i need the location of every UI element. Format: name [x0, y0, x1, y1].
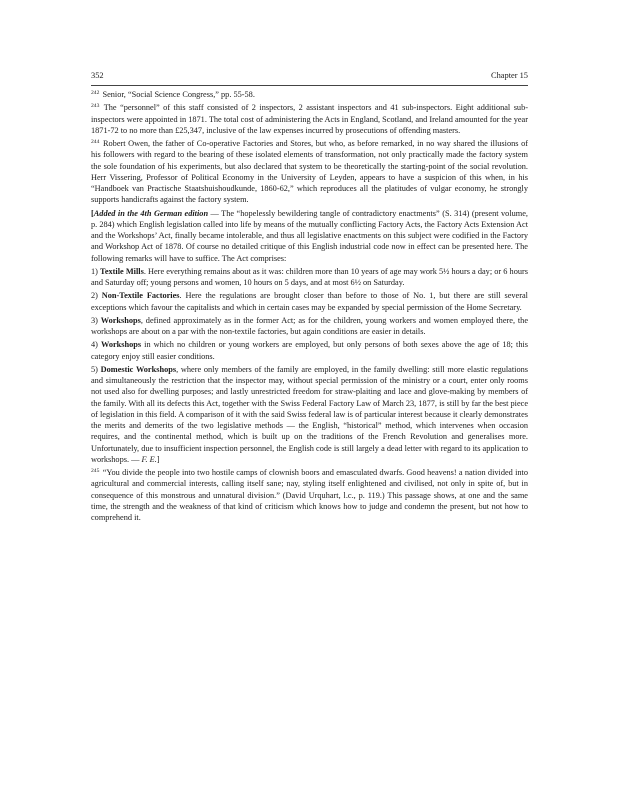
- footnote-text: The “personnel” of this staff consisted of 2 inspectors, 2 assistant inspectors and 41 sub-inspectors. Eight additional sub-inspectors were appointed in 1871. The total cost of administering the Acts in England, Scotland, and Ireland amounted for the year 1871-72 to no more than £25,347, inclusive of the law expenses incurred by prosecutions of offending masters.: [91, 103, 528, 135]
- added-label: Added in the 4th German edition: [93, 208, 209, 218]
- item-term: Textile Mills: [100, 266, 144, 276]
- footnote-243: [91, 102, 528, 136]
- signature: F. E.: [141, 454, 157, 464]
- open-bracket: [: [91, 208, 94, 218]
- item-term: Workshops: [100, 315, 141, 325]
- footnote-text: “You divide the people into two hostile camps of clownish boors and emasculated dwarfs. Good heavens! a nation divided into agricultural and commercial interests, calling itself sane; nay, styling itself enlightened and civilised, not only in spite of, but in consequence of this monstrous and unnatural division.” (David Urquhart, l.c., p. 119.) This passage shows, at one and the same time, the strength and the weakness of that kind of criticism which knows how to judge and condemn the present, but not how to comprehend it.: [91, 468, 528, 522]
- item-number: 4): [91, 340, 98, 350]
- footnote-245: [91, 467, 528, 523]
- page-header: [91, 70, 528, 85]
- page: [91, 70, 528, 525]
- item-number: 1): [91, 266, 98, 276]
- act-item-5: [91, 364, 528, 465]
- chapter-title: Chapter 15: [491, 71, 528, 80]
- footnote-244: [91, 138, 528, 206]
- footnote-number: 245: [91, 468, 100, 474]
- note-intro-text: — The “hopelessly bewildering tangle of contradictory enactments” (S. 314) (present volume, p. 284) which English legislation called into life by means of the mutually conflicting Factory Acts, the Factory Acts Extension Act and the Workshops’ Act, finally became intolerable, and thus all legislative enactments on this subject were codified in the Factory and Workshop Act of 1878. Of course no detailed critique of this English industrial code now in effect can be presented here. The following remarks will have to suffice. The Act comprises:: [91, 208, 528, 263]
- header-rule: [91, 85, 528, 86]
- footnote-number: 243: [91, 103, 100, 110]
- act-item-1: [91, 266, 528, 289]
- footnote-text: Senior, “Social Science Congress,” pp. 55-58.: [102, 90, 255, 99]
- item-text: in which no children or young workers are employed, but only persons of both sexes above the age of 18; this category enjoy still easier conditions.: [91, 340, 528, 361]
- item-term: Domestic Workshops: [100, 364, 177, 374]
- item-text: , where only members of the family are employed, in the family dwelling: still more elastic regulations and simultaneously the restriction that the inspector may, without special permission of the ministry or a court, enter only rooms not used also for dwelling purposes; and lastly unrestricted freedom for straw-plaiting and lace and glove-making by members of the family. With all its defects this Act, together with the Swiss Federal Factory Law of March 23, 1877, is still by far the best piece of legislation in this field. A comparison of it with the said Swiss federal law is of particular interest because it clearly demonstrates the merits and demerits of the two legislative methods — the English, “historical” method, which intervenes when occasion requires, and the continental method, which is built up on the traditions of the French Revolution and generalises more. Unfortunately, due to insufficient inspection personnel, the English code is still largely a dead letter with regard to its application to workshops. —: [91, 364, 528, 464]
- footnote-number: 244: [91, 139, 100, 145]
- item-term: Workshops: [100, 340, 142, 350]
- item-number: 2): [91, 291, 98, 301]
- item-number: 5): [91, 364, 98, 374]
- act-item-3: [91, 315, 528, 338]
- act-item-4: [91, 339, 528, 362]
- footnote-242: [91, 89, 528, 100]
- item-term: Non-Textile Factories: [101, 291, 180, 301]
- item-text: . Here the regulations are brought closer than before to those of No. 1, but there are still several exceptions which favour the capitalists and which in certain cases may be expanded by special permission of the Home Secretary.: [91, 291, 528, 312]
- item-number: 3): [91, 315, 98, 325]
- act-item-2: [91, 290, 528, 313]
- editor-note-intro: [91, 208, 528, 264]
- page-number: 352: [91, 71, 104, 80]
- item-text: . Here everything remains about as it was: children more than 10 years of age may work 5½ hours a day; or 6 hours and Saturday off; young persons and women, 10 hours on 5 days, and at most 6½ on Saturday.: [91, 266, 528, 287]
- footnote-text: Robert Owen, the father of Co-operative Factories and Stores, but who, as before remarked, in no way shared the illusions of his followers with regard to the bearing of these isolated elements of transformation, not only practically made the factory system the sole foundation of his experiments, but also declared that system to be theoretically the starting-point of the social revolution. Herr Vissering, Professor of Political Economy in the University of Leyden, appears to have a suspicion of this when, in his “Handboek van Practische Staatshuishoudkunde, 1860-62,” which reproduces all the platitudes of vulgar economy, he strongly supports handicrafts against the factory system.: [91, 139, 528, 205]
- item-text: , defined approximately as in the former Act; as for the children, young workers and women employed there, the workshops are about on a par with the non-textile factories, but again conditions are easier in details.: [91, 315, 528, 336]
- footnote-number: 242: [91, 90, 100, 96]
- close-bracket: ]: [156, 454, 160, 464]
